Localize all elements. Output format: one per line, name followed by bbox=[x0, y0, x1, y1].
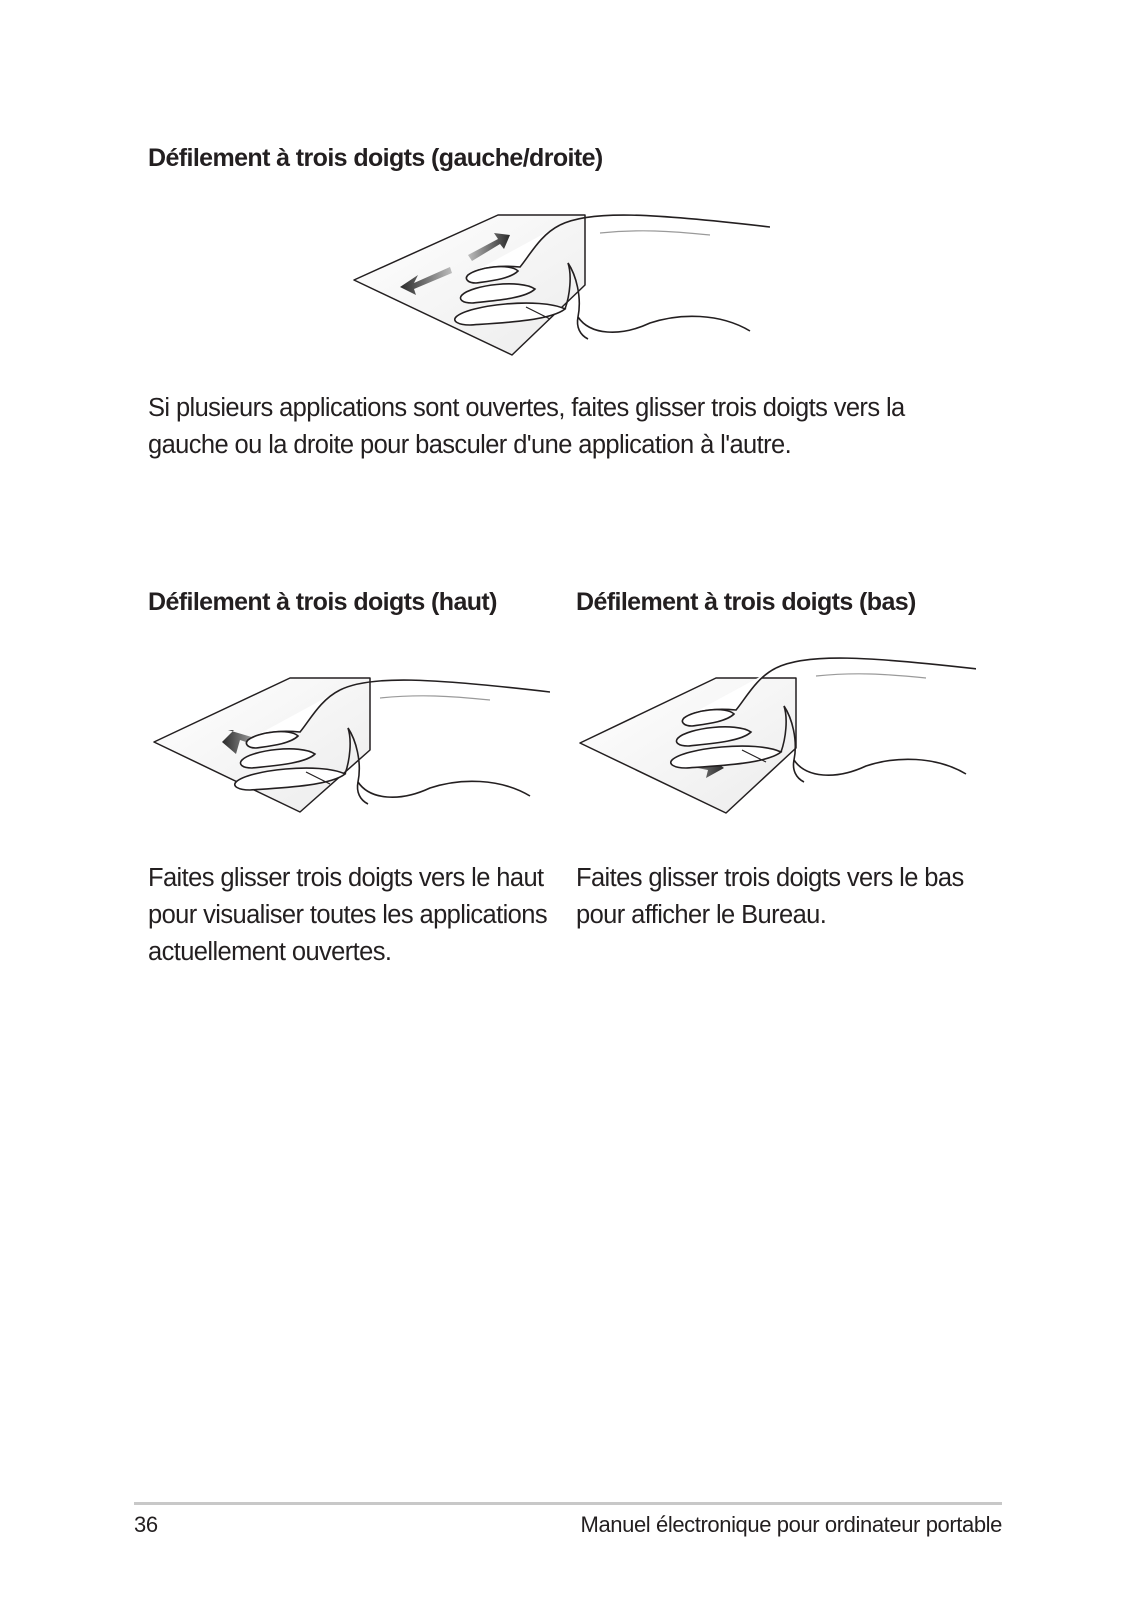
description-three-finger-down: Faites glisser trois doigts vers le bas pour afficher le Bureau. bbox=[576, 864, 964, 929]
heading-three-finger-left-right: Défilement à trois doigts (gauche/droite) bbox=[148, 144, 603, 172]
heading-three-finger-down: Défilement à trois doigts (bas) bbox=[576, 588, 916, 616]
illustration-three-finger-up bbox=[150, 660, 550, 820]
heading-three-finger-up: Défilement à trois doigts (haut) bbox=[148, 588, 497, 616]
description-three-finger-left-right: Si plusieurs applications sont ouvertes, faites glisser trois doigts vers la gauche ou la droite pour basculer d'une application à l'autre. bbox=[148, 394, 905, 459]
manual-title: Manuel électronique pour ordinateur portable bbox=[580, 1512, 1002, 1537]
footer-divider bbox=[134, 1502, 1002, 1505]
illustration-three-finger-down bbox=[576, 648, 976, 818]
description-three-finger-up: Faites glisser trois doigts vers le haut pour visualiser toutes les applications actuellement ouvertes. bbox=[148, 864, 547, 966]
illustration-three-finger-left-right bbox=[350, 205, 770, 365]
page-number: 36 bbox=[134, 1512, 158, 1537]
